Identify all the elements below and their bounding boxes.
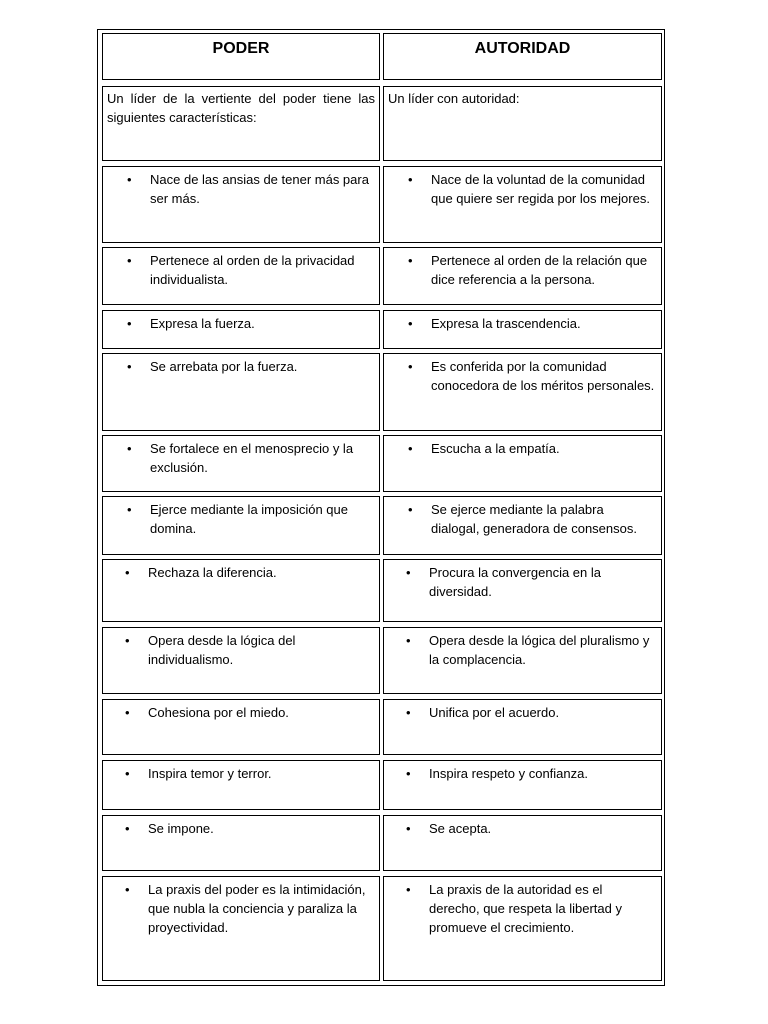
bullet-icon: • — [127, 502, 132, 517]
poder-item — [102, 166, 380, 243]
poder-item — [102, 876, 380, 981]
bullet-icon: • — [408, 316, 413, 331]
bullet-icon: • — [125, 565, 130, 580]
bullet-icon: • — [408, 253, 413, 268]
autoridad-item — [383, 435, 662, 492]
poder-item-text: Ejerce mediante la imposición que domina. — [150, 502, 348, 536]
autoridad-item — [383, 876, 662, 981]
intro-poder: Un líder de la vertiente del poder tiene las siguientes características: — [102, 86, 380, 161]
autoridad-item-text: Opera desde la lógica del pluralismo y la complacencia. — [429, 633, 650, 667]
bullet-icon: • — [406, 565, 411, 580]
poder-item-text: Opera desde la lógica del individualismo. — [148, 633, 296, 667]
bullet-icon: • — [406, 882, 411, 897]
header-poder: PODER — [102, 33, 380, 80]
bullet-icon: • — [127, 253, 132, 268]
bullet-icon: • — [408, 172, 413, 187]
bullet-icon: • — [406, 633, 411, 648]
bullet-icon: • — [125, 633, 130, 648]
autoridad-item — [383, 627, 662, 694]
autoridad-item-text: Nace de la voluntad de la comunidad que quiere ser regida por los mejores. — [431, 172, 650, 206]
poder-item-text: Rechaza la diferencia. — [148, 565, 277, 580]
bullet-icon: • — [125, 882, 130, 897]
bullet-icon: • — [406, 766, 411, 781]
poder-item — [102, 310, 380, 349]
bullet-icon: • — [406, 821, 411, 836]
poder-item — [102, 247, 380, 305]
bullet-icon: • — [125, 821, 130, 836]
poder-item — [102, 353, 380, 431]
bullet-icon: • — [408, 502, 413, 517]
autoridad-item-text: Se ejerce mediante la palabra dialogal, generadora de consensos. — [431, 502, 637, 536]
autoridad-item-text: Es conferida por la comunidad conocedora de los méritos personales. — [431, 359, 655, 393]
autoridad-item — [383, 310, 662, 349]
bullet-icon: • — [127, 441, 132, 456]
autoridad-item-text: Inspira respeto y confianza. — [429, 766, 588, 781]
poder-item — [102, 435, 380, 492]
bullet-icon: • — [127, 359, 132, 374]
autoridad-item — [383, 815, 662, 871]
autoridad-item — [383, 699, 662, 755]
intro-autoridad: Un líder con autoridad: — [383, 86, 662, 161]
autoridad-item-text: Expresa la trascendencia. — [431, 316, 581, 331]
poder-item-text: La praxis del poder es la intimidación, que nubla la conciencia y paraliza la proyectividad. — [148, 882, 366, 935]
poder-item — [102, 559, 380, 622]
autoridad-item-text: Pertenece al orden de la relación que dice referencia a la persona. — [431, 253, 648, 287]
poder-item-text: Nace de las ansias de tener más para ser más. — [150, 172, 369, 206]
autoridad-item — [383, 760, 662, 810]
header-autoridad: AUTORIDAD — [383, 33, 662, 80]
bullet-icon: • — [125, 766, 130, 781]
autoridad-item — [383, 353, 662, 431]
poder-item-text: Se fortalece en el menosprecio y la exclusión. — [150, 441, 354, 475]
poder-item-text: Expresa la fuerza. — [150, 316, 255, 331]
autoridad-item-text: Escucha a la empatía. — [431, 441, 560, 456]
autoridad-item — [383, 496, 662, 555]
autoridad-item — [383, 247, 662, 305]
poder-item-text: Inspira temor y terror. — [148, 766, 272, 781]
poder-item-text: Se impone. — [148, 821, 214, 836]
autoridad-item — [383, 559, 662, 622]
poder-item — [102, 699, 380, 755]
autoridad-item — [383, 166, 662, 243]
autoridad-item-text: Procura la convergencia en la diversidad. — [429, 565, 601, 599]
poder-item — [102, 760, 380, 810]
autoridad-item-text: Unifica por el acuerdo. — [429, 705, 560, 720]
autoridad-item-text: La praxis de la autoridad es el derecho, que respeta la libertad y promueve el crecimiento. — [429, 882, 622, 935]
bullet-icon: • — [408, 359, 413, 374]
poder-item-text: Pertenece al orden de la privacidad individualista. — [150, 253, 355, 287]
bullet-icon: • — [127, 172, 132, 187]
poder-item — [102, 496, 380, 555]
autoridad-item-text: Se acepta. — [429, 821, 492, 836]
bullet-icon: • — [127, 316, 132, 331]
bullet-icon: • — [406, 705, 411, 720]
bullet-icon: • — [125, 705, 130, 720]
poder-item-text: Se arrebata por la fuerza. — [150, 359, 298, 374]
poder-item — [102, 815, 380, 871]
bullet-icon: • — [408, 441, 413, 456]
poder-item — [102, 627, 380, 694]
poder-item-text: Cohesiona por el miedo. — [148, 705, 289, 720]
